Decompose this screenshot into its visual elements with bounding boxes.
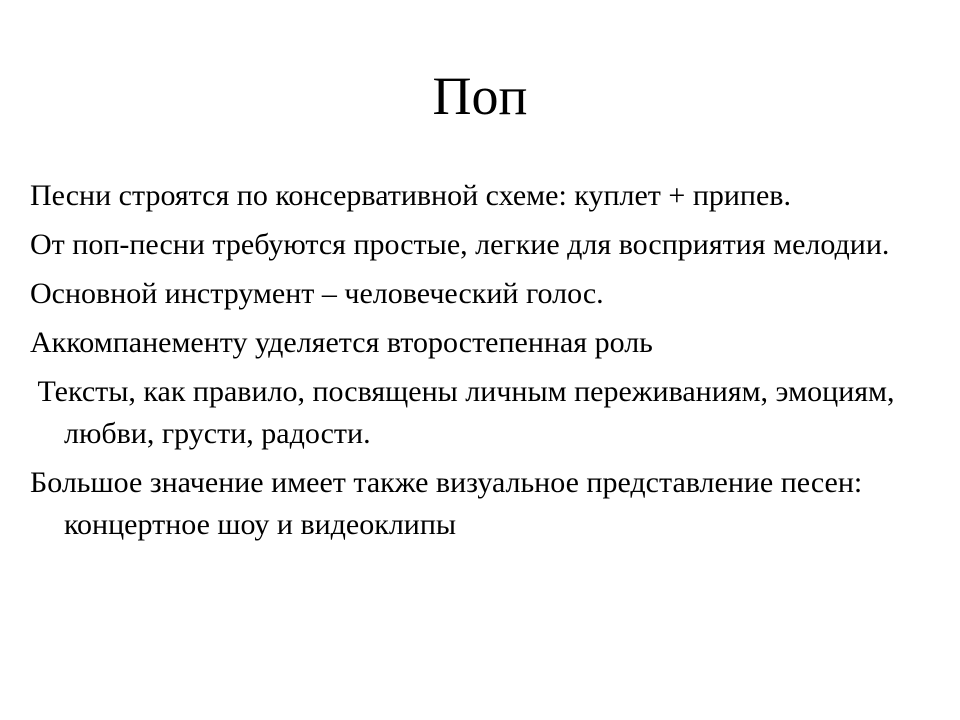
paragraph-simple-melodies: От поп-песни требуются простые, легкие для восприятия мелодии. (30, 228, 890, 261)
slide-title: Поп (432, 66, 528, 126)
slide-body (30, 175, 910, 553)
paragraph-main-instrument: Основной инструмент – человеческий голос. (30, 277, 604, 310)
paragraph-lyrics-themes: Тексты, как правило, посвящены личным переживаниям, эмоциям, любви, грусти, радости. (30, 375, 903, 450)
paragraph-visual-presentation: Большое значение имеет также визуальное представление песен: концертное шоу и видеоклипы (30, 466, 863, 541)
paragraph-accompaniment: Аккомпанементу уделяется второстепенная роль (30, 326, 653, 359)
paragraph-song-structure: Песни строятся по консервативной схеме: куплет + припев. (30, 179, 791, 212)
